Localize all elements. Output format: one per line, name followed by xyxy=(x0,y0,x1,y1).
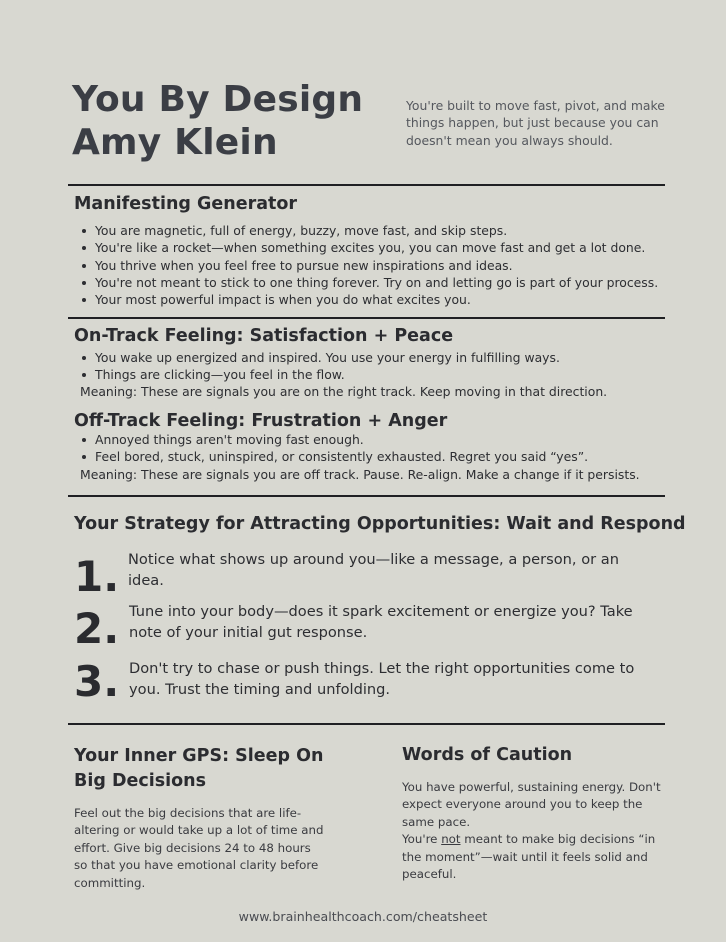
list-item: You wake up energized and inspired. You use your energy in fulfilling ways. xyxy=(76,349,560,366)
off-track-meaning: Meaning: These are signals you are off track. Pause. Re-align. Make a change if it persists. xyxy=(80,467,640,482)
caution-text: You're xyxy=(402,832,442,847)
tagline: You're built to move fast, pivot, and make things happen, but just because you can doesn't mean you always should. xyxy=(406,98,665,148)
inner-gps-body: Feel out the big decisions that are life-altering or would take up a lot of time and effort. Give big decisions 24 to 48 hours so that you have emotional clarity before committing. xyxy=(74,806,324,890)
caution-body xyxy=(402,779,664,883)
title-line-2: Amy Klein xyxy=(72,122,278,163)
list-item: You're like a rocket—when something excites you, you can move fast and get a lot done. xyxy=(76,239,658,256)
list-item: Your most powerful impact is when you do what excites you. xyxy=(76,291,658,308)
on-track-heading: On-Track Feeling: Satisfaction + Peace xyxy=(74,326,454,346)
title-line-1: You By Design xyxy=(72,79,364,120)
caution-paragraph: You have powerful, sustaining energy. Don't expect everyone around you to keep the same pace. xyxy=(402,780,661,829)
type-heading: Manifesting Generator xyxy=(74,194,298,214)
step-number: 1. xyxy=(74,552,120,601)
step-number: 2. xyxy=(74,604,120,653)
off-track-bullet-list xyxy=(76,431,588,466)
divider xyxy=(68,723,665,725)
divider xyxy=(68,317,665,319)
step-number: 3. xyxy=(74,657,120,706)
caution-paragraph xyxy=(402,831,664,883)
type-bullet-list xyxy=(76,222,658,308)
divider xyxy=(68,495,665,497)
list-item: You thrive when you feel free to pursue new inspirations and ideas. xyxy=(76,257,658,274)
caution-text: meant to make big decisions “in the moment”—wait until it feels solid and peaceful. xyxy=(402,832,656,882)
on-track-bullet-list xyxy=(76,349,560,384)
step-text: Don't try to chase or push things. Let the right opportunities come to you. Trust the timing and unfolding. xyxy=(129,660,635,698)
list-item: Things are clicking—you feel in the flow. xyxy=(76,366,560,383)
list-item: Feel bored, stuck, uninspired, or consistently exhausted. Regret you said “yes”. xyxy=(76,448,588,465)
step-text: Tune into your body—does it spark excitement or energize you? Take note of your initial gut response. xyxy=(129,603,633,641)
list-item: You're not meant to stick to one thing forever. Try on and letting go is part of your process. xyxy=(76,274,658,291)
divider xyxy=(68,184,665,186)
off-track-heading: Off-Track Feeling: Frustration + Anger xyxy=(74,411,448,431)
list-item: You are magnetic, full of energy, buzzy, move fast, and skip steps. xyxy=(76,222,658,239)
inner-gps-heading: Your Inner GPS: Sleep On Big Decisions xyxy=(74,746,324,791)
list-item: Annoyed things aren't moving fast enough. xyxy=(76,431,588,448)
footer-url[interactable]: www.brainhealthcoach.com/cheatsheet xyxy=(238,909,488,924)
step-text: Notice what shows up around you—like a message, a person, or an idea. xyxy=(128,551,619,589)
caution-heading: Words of Caution xyxy=(402,745,573,765)
page-title xyxy=(72,78,392,164)
caution-emphasis: not xyxy=(441,832,461,847)
strategy-heading: Your Strategy for Attracting Opportunities: Wait and Respond xyxy=(74,514,686,534)
on-track-meaning: Meaning: These are signals you are on the right track. Keep moving in that direction. xyxy=(80,384,608,399)
